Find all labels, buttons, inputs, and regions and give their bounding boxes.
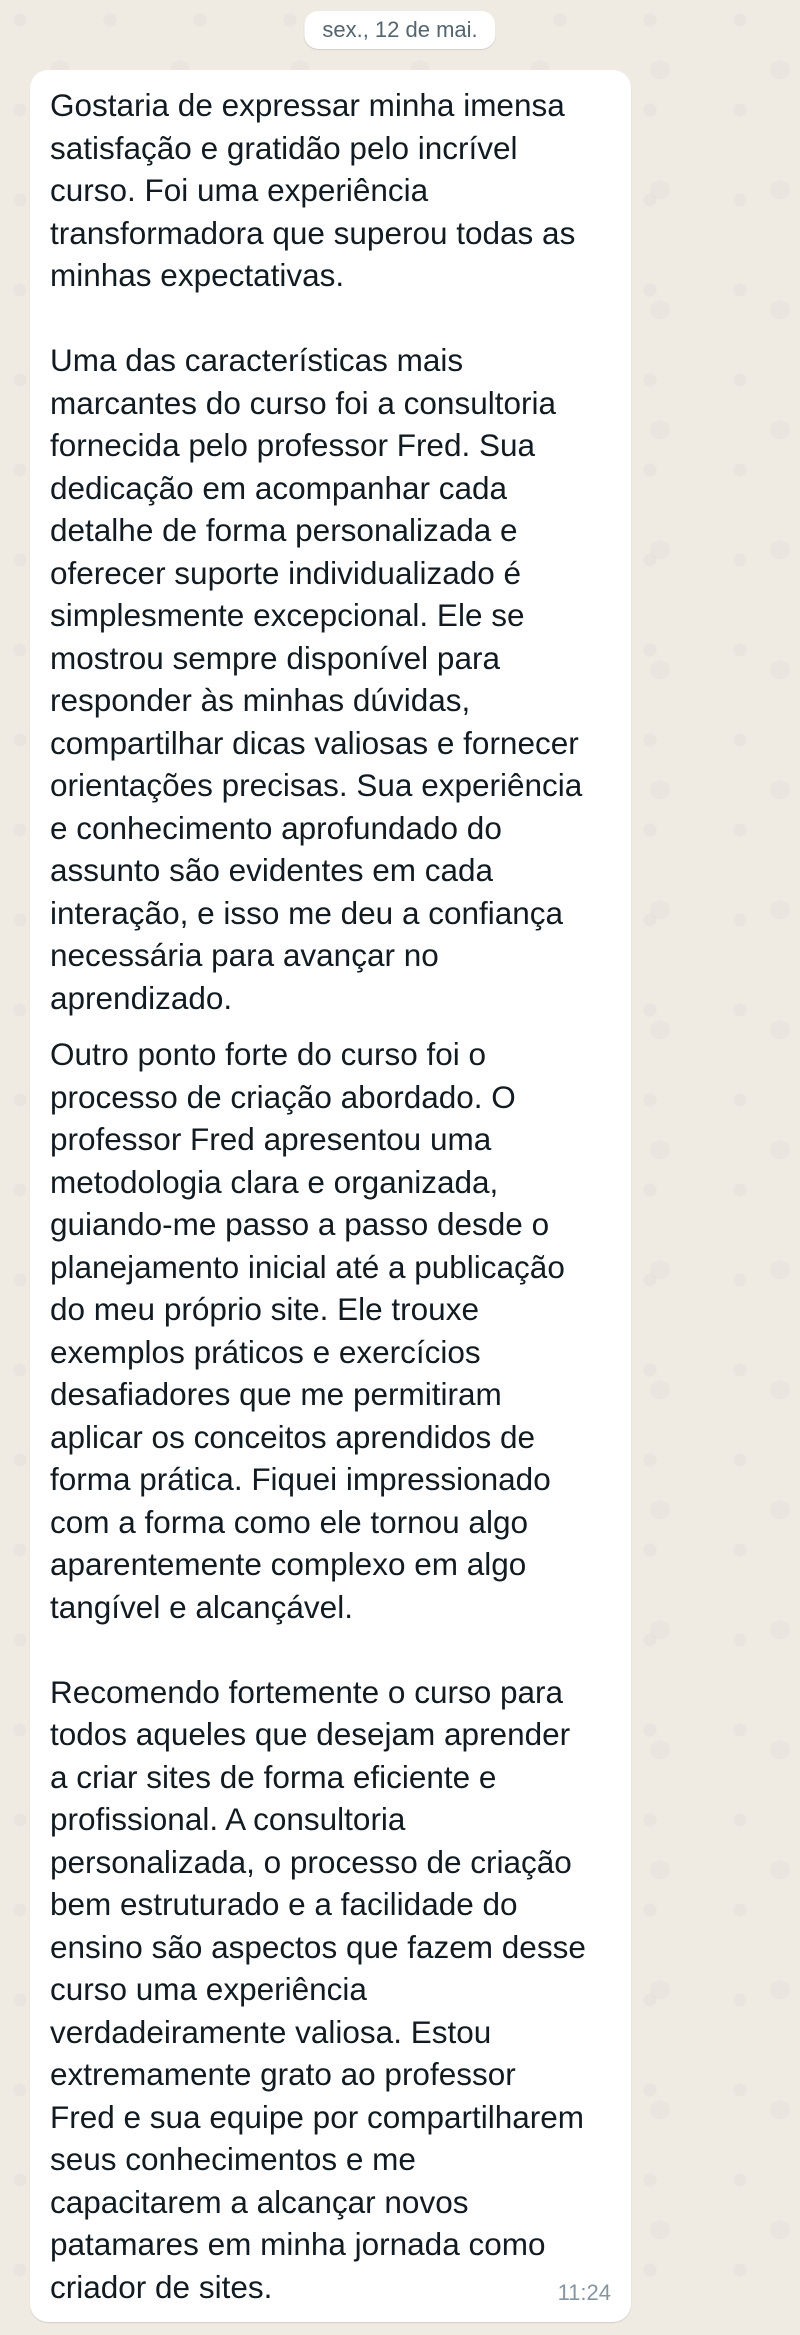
message-paragraph: Recomendo fortemente o curso para todos aqueles que desejam aprender a criar sites de forma eficiente e profissional. A consultoria personalizada, o processo de criação bem estruturado e a facilidade do ensino são aspectos que fazem desse curso uma experiência verdadeiramente valiosa. Estou extremamente grato ao professor Fred e sua equipe por compartilharem seus conhecimentos e me capacitarem a alcançar novos patamares em minha jornada como criador de sites. — [50, 1673, 586, 2305]
message-paragraph: Outro ponto forte do curso foi o processo de criação abordado. O professor Fred apresentou uma metodologia clara e organizada, guiando-me passo a passo desde o planejamento inicial até a publicação do meu próprio site. Ele trouxe exemplos práticos e exercícios desafiadores que me permitiram aplicar os conceitos aprendidos de forma prática. Fiquei impressionado com a forma como ele tornou algo aparentemente complexo em algo tangível e alcançável. — [50, 1036, 565, 1625]
date-separator: sex., 12 de mai. — [304, 11, 495, 49]
message-bubble[interactable] — [30, 70, 631, 2322]
message-timestamp: 11:24 — [557, 2280, 611, 2305]
message-paragraph: Gostaria de expressar minha imensa satisfação e gratidão pelo incrível curso. Foi uma experiência transformadora que superou todas as minhas expectativas. — [50, 87, 576, 293]
message-paragraph: Uma das características mais marcantes do curso foi a consultoria fornecida pelo professor Fred. Sua dedicação em acompanhar cada detalhe de forma personalizada e oferecer suporte individualizado é simplesmente excepcional. Ele se mostrou sempre disponível para responder às minhas dúvidas, compartilhar dicas valiosas e fornecer orientações precisas. Sua experiência e conhecimento aprofundado do assunto são evidentes em cada interação, e isso me deu a confiança necessária para avançar no aprendizado. — [50, 342, 583, 1016]
